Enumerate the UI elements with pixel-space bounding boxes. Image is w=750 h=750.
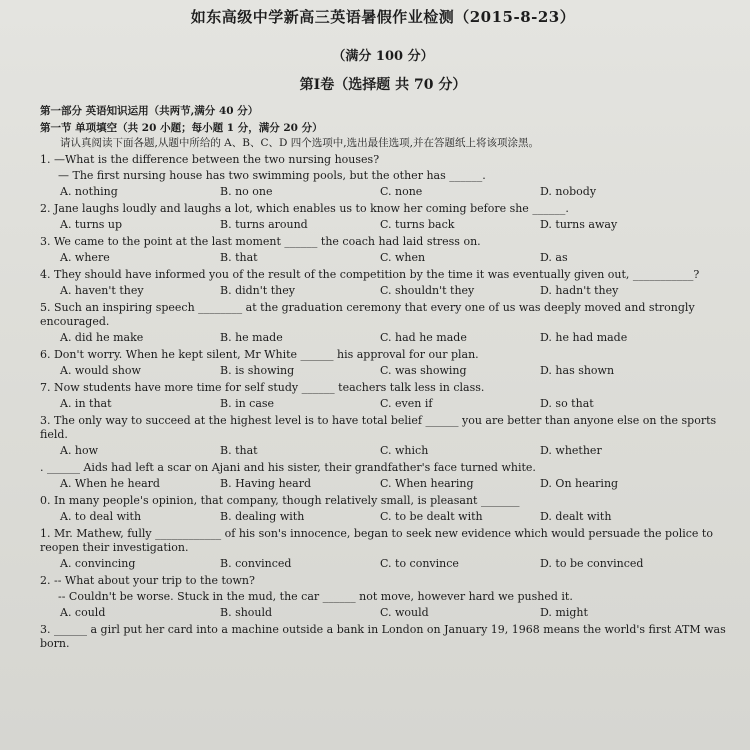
answer-options <box>60 509 726 525</box>
answer-option: A. When he heard <box>60 477 160 490</box>
answer-option: C. turns back <box>380 218 455 231</box>
answer-option: D. On hearing <box>540 477 619 490</box>
answer-option: A. to deal with <box>60 510 142 523</box>
answer-option: C. when <box>380 251 426 264</box>
question-item <box>40 268 726 299</box>
answer-option: A. in that <box>60 397 112 410</box>
answer-option: B. dealing with <box>220 510 305 523</box>
answer-options <box>60 605 726 621</box>
answer-option: D. has shown <box>540 364 615 377</box>
question-list <box>40 153 726 651</box>
answer-options <box>60 556 726 572</box>
answer-option: B. in case <box>220 397 275 410</box>
question-text: 3. ______ a girl put her card into a machine outside a bank in London on January 19, 1968 means the world's first ATM was born. <box>40 623 726 650</box>
answer-option: C. to be dealt with <box>380 510 483 523</box>
question-text: 7. Now students have more time for self study ______ teachers talk less in class. <box>40 381 485 394</box>
answer-option: D. to be convinced <box>540 557 644 570</box>
answer-option: A. convincing <box>60 557 136 570</box>
answer-option: A. where <box>60 251 110 264</box>
answer-option: B. should <box>220 606 273 619</box>
answer-options <box>60 396 726 412</box>
question-item <box>40 202 726 233</box>
question-item <box>40 301 726 346</box>
answer-options <box>60 443 726 459</box>
full-score: （满分 100 分） <box>332 49 434 64</box>
answer-option: D. nobody <box>540 185 597 198</box>
answer-option: D. turns away <box>540 218 618 231</box>
answer-option: C. none <box>380 185 423 198</box>
answer-option: C. to convince <box>380 557 459 570</box>
question-item <box>40 527 726 572</box>
subsection-heading: 第一节 单项填空（共 20 小题；每小题 1 分，满分 20 分） <box>40 122 323 134</box>
question-text: 5. Such an inspiring speech ________ at the graduation ceremony that every one of us was deeply moved and strongly encouraged. <box>40 301 695 328</box>
question-item <box>40 381 726 412</box>
answer-option: B. convinced <box>220 557 292 570</box>
question-item <box>40 414 726 459</box>
answer-option: B. didn't they <box>220 284 295 297</box>
answer-option: D. dealt with <box>540 510 612 523</box>
question-text: 6. Don't worry. When he kept silent, Mr White ______ his approval for our plan. <box>40 348 479 361</box>
answer-option: B. that <box>220 444 258 457</box>
answer-option: B. is showing <box>220 364 295 377</box>
question-item <box>40 574 726 621</box>
answer-option: D. he had made <box>540 331 628 344</box>
question-item <box>40 235 726 266</box>
answer-option: C. shouldn't they <box>380 284 475 297</box>
answer-option: C. had he made <box>380 331 467 344</box>
answer-options <box>60 184 726 200</box>
answer-options <box>60 330 726 346</box>
answer-options <box>60 363 726 379</box>
question-item <box>40 623 726 651</box>
answer-option: B. that <box>220 251 258 264</box>
answer-options <box>60 476 726 492</box>
answer-option: D. whether <box>540 444 602 457</box>
answer-option: A. haven't they <box>60 284 144 297</box>
question-text: 2. -- What about your trip to the town? <box>40 574 255 587</box>
answer-option: D. hadn't they <box>540 284 619 297</box>
question-text: 1. Mr. Mathew, fully ____________ of his son's innocence, began to seek new evidence which would persuade the police to reopen their investigation. <box>40 527 713 554</box>
answer-option: B. he made <box>220 331 283 344</box>
question-text: 1. —What is the difference between the two nursing houses? <box>40 153 380 166</box>
answer-option: C. which <box>380 444 429 457</box>
question-text: 4. They should have informed you of the result of the competition by the time it was eventually given out, ___________? <box>40 268 700 281</box>
answer-option: B. turns around <box>220 218 308 231</box>
answer-option: D. might <box>540 606 588 619</box>
question-text: 2. Jane laughs loudly and laughs a lot, which enables us to know her coming before she ______. <box>40 202 569 215</box>
question-text: 0. In many people's opinion, that company, though relatively small, is pleasant _______ <box>40 494 520 507</box>
answer-option: B. Having heard <box>220 477 312 490</box>
answer-options <box>60 250 726 266</box>
answer-option: A. nothing <box>60 185 118 198</box>
answer-options <box>60 283 726 299</box>
question-text: . ______ Aids had left a scar on Ajani and his sister, their grandfather's face turned white. <box>40 461 536 474</box>
answer-option: A. how <box>60 444 99 457</box>
part-heading: 第一部分 英语知识运用（共两节,满分 40 分） <box>40 105 259 117</box>
section-heading: 第Ⅰ卷（选择题 共 70 分） <box>299 77 467 93</box>
answer-option: C. When hearing <box>380 477 474 490</box>
answer-option: A. could <box>60 606 106 619</box>
question-item <box>40 461 726 492</box>
answer-option: D. so that <box>540 397 594 410</box>
answer-option: B. no one <box>220 185 273 198</box>
answer-option: D. as <box>540 251 568 264</box>
question-item <box>40 153 726 200</box>
answer-options <box>60 217 726 233</box>
question-text: — The first nursing house has two swimming pools, but the other has ______. <box>58 169 486 182</box>
answer-option: A. did he make <box>60 331 144 344</box>
question-item <box>40 494 726 525</box>
answer-option: C. even if <box>380 397 433 410</box>
answer-option: A. would show <box>60 364 141 377</box>
answer-option: C. was showing <box>380 364 467 377</box>
answer-option: A. turns up <box>60 218 123 231</box>
answer-option: C. would <box>380 606 429 619</box>
question-item <box>40 348 726 379</box>
question-text: 3. We came to the point at the last moment ______ the coach had laid stress on. <box>40 235 481 248</box>
question-text: -- Couldn't be worse. Stuck in the mud, the car ______ not move, however hard we pushed it. <box>58 590 573 603</box>
instructions: 请认真阅读下面各题,从题中所给的 A、B、C、D 四个选项中,选出最佳选项,并在答题纸上将该项涂黑。 <box>60 137 539 149</box>
exam-title: 如东高级中学新高三英语暑假作业检测（2015-8-23） <box>190 8 576 26</box>
question-text: 3. The only way to succeed at the highest level is to have total belief ______ you are better than anyone else on the sports field. <box>40 414 717 441</box>
